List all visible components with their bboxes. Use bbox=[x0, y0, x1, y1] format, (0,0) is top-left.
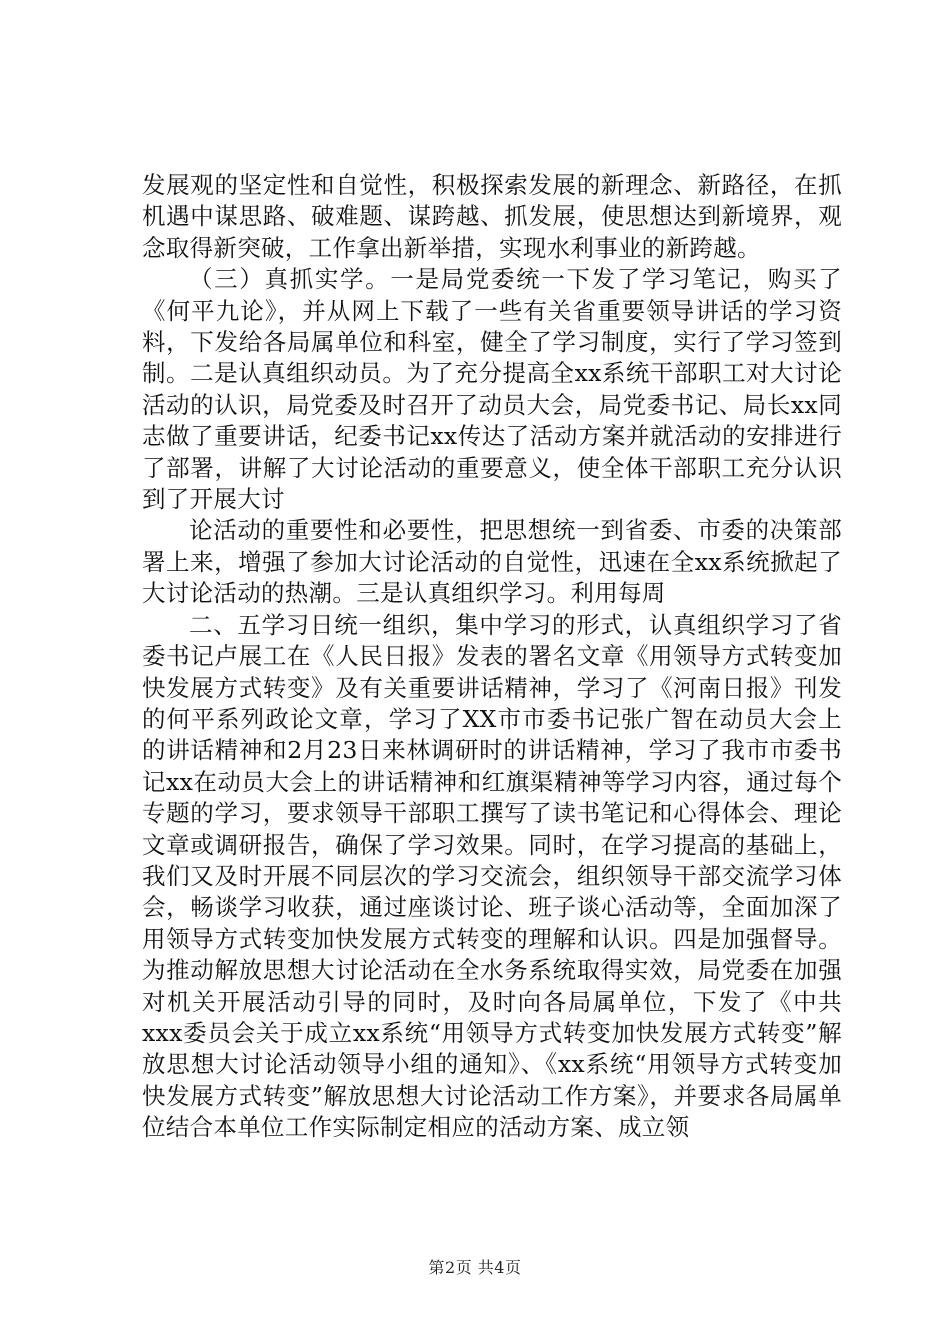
document-body bbox=[142, 170, 842, 1144]
page-number-footer: 第2页 共4页 bbox=[428, 1258, 522, 1277]
paragraph-section-three: （三）真抓实学。一是局党委统一下发了学习笔记，购买了《何平九论》，并从网上下载了一些有关省重要领导讲话的学习资料，下发给各局属单位和科室，健全了学习制度，实行了学习签到制。二是认真组织动员。为了充分提高全xx系统干部职工对大讨论活动的认识，局党委及时召开了动员大会，局党委书记、局长xx同志做了重要讲话，纪委书记xx传达了活动方案并就活动的安排进行了部署，讲解了大讨论活动的重要意义，使全体干部职工充分认识到了开展大讨 bbox=[142, 265, 842, 514]
paragraph-continuation: 发展观的坚定性和自觉性，积极探索发展的新理念、新路径，在抓机遇中谋思路、破难题、谋跨越、抓发展，使思想达到新境界，观念取得新突破，工作拿出新举措，实现水利事业的新跨越。 bbox=[142, 171, 842, 262]
paragraph-mobilization: 论活动的重要性和必要性，把思想统一到省委、市委的决策部署上来，增强了参加大讨论活动的自觉性，迅速在全xx系统掀起了大讨论活动的热潮。三是认真组织学习。利用每周 bbox=[142, 516, 842, 608]
paragraph-study-day: 二、五学习日统一组织，集中学习的形式，认真组织学习了省委书记卢展工在《人民日报》发表的署名文章《用领导方式转变加快发展方式转变》及有关重要讲话精神，学习了《河南日报》刊发的何平系列政论文章，学习了XX市市委书记张广智在动员大会上的讲话精神和2月23日来林调研时的讲话精神，学习了我市市委书记xx在动员大会上的讲话精神和红旗渠精神等学习内容，通过每个专题的学习，要求领导干部职工撰写了读书笔记和心得体会、理论文章或调研报告，确保了学习效果。同时，在学习提高的基础上，我们又及时开展不同层次的学习交流会，组织领导干部交流学习体会，畅谈学习收获，通过座谈讨论、班子谈心活动等，全面加深了用领导方式转变加快发展方式转变的理解和认识。四是加强督导。为推动解放思想大讨论活动在全水务系统取得实效，局党委在加强对机关开展活动引导的同时，及时向各局属单位，下发了《中共xxx委员会关于成立xx系统“用领导方式转变加快发展方式转变”解放思想大讨论活动领导小组的通知》、《xx系统“用领导方式转变加快发展方式转变”解放思想大讨论活动工作方案》，并要求各局属单位结合本单位工作实际制定相应的活动方案、成立领 bbox=[142, 610, 842, 1142]
